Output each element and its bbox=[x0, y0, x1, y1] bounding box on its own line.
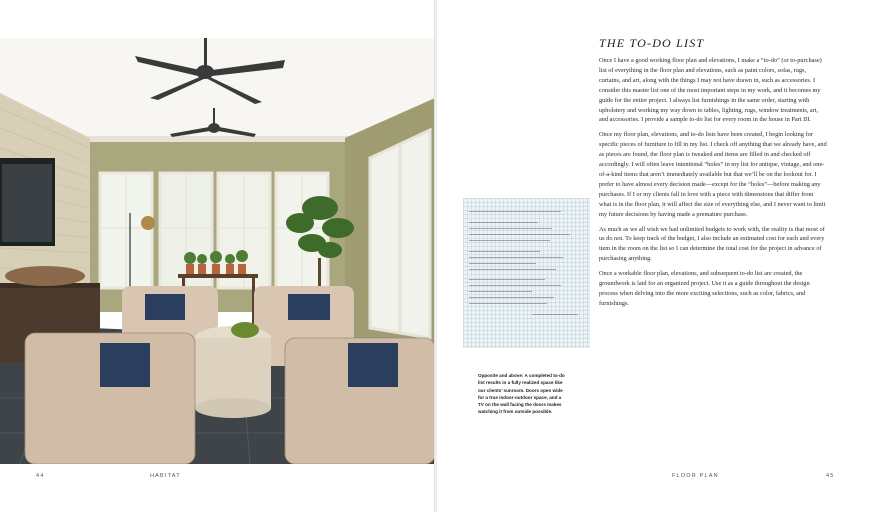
sunroom-photo bbox=[0, 38, 435, 464]
section-heading: THE TO-DO LIST bbox=[599, 36, 705, 50]
paragraph: As much as we all wish we had unlimited budgets to work with, the reality is that most of us do not. To keep track of the budget, I also include an estimated cost for each and every item in the room on the list so I can determine the total cost for the project in advance of purchasing anything. bbox=[599, 225, 825, 263]
paragraph: Once I have a good working floor plan and elevations, I make a “to-do” (or to-purchase) list of everything in the floor plan and elevations, such as paint colors, sofas, rugs, curtains, and art, along with the things I may not have drawn in, such as accessories. I consider this master list one of the most important steps in my work, and it becomes my guide for the entire project. I always list furnishings in the same order, starting with upholstery and working my way down to tables, lighting, rugs, window treatments, art, and accessories. I provide a sample to-do list for every room in the house in Part III. bbox=[599, 57, 822, 124]
right-folio-number: 45 bbox=[826, 473, 835, 479]
paragraph: Once my floor plan, elevations, and to-do lists have been created, I begin looking for specific pieces of furniture to fill in my list. I check off anything that we already have, and as pieces are found, the floor plan is tweaked and items are filled in and checked off accordingly. I will often leave intentional “holes” in my list for antique, vintage, and one-of-a-kind items that aren’t immediately available but that we’ll be on the lookout for. I prefer to have almost every decision made—except for the “holes”—before making any purchases. If I or my clients fall in love with a piece with dimensions that differ from what is in the floor plan, it will affect the size of everything else, and I never want to limit my future decisions by having made a premature purchase. bbox=[599, 131, 827, 218]
right-running-head: FLOOR PLAN bbox=[672, 473, 719, 479]
book-gutter bbox=[434, 0, 437, 512]
todo-list-sheet-image bbox=[463, 198, 590, 348]
left-folio-number: 44 bbox=[36, 473, 45, 479]
left-running-head: HABITAT bbox=[150, 473, 181, 479]
paragraph: Once a workable floor plan, elevations, and subsequent to-do list are created, the groundwork is laid for an organized project. Use it as a guide throughout the design process when delving into the more exciting selections, such as color, fabrics, and furnishings. bbox=[599, 270, 810, 307]
photo-caption: Opposite and above: A completed to-do list results in a fully realized space like our clients’ sunroom. Doors open wide for a true indoor-outdoor space, and a TV on the wall facing the doors makes watching it from outside possible. bbox=[478, 373, 565, 415]
body-text bbox=[599, 56, 827, 314]
